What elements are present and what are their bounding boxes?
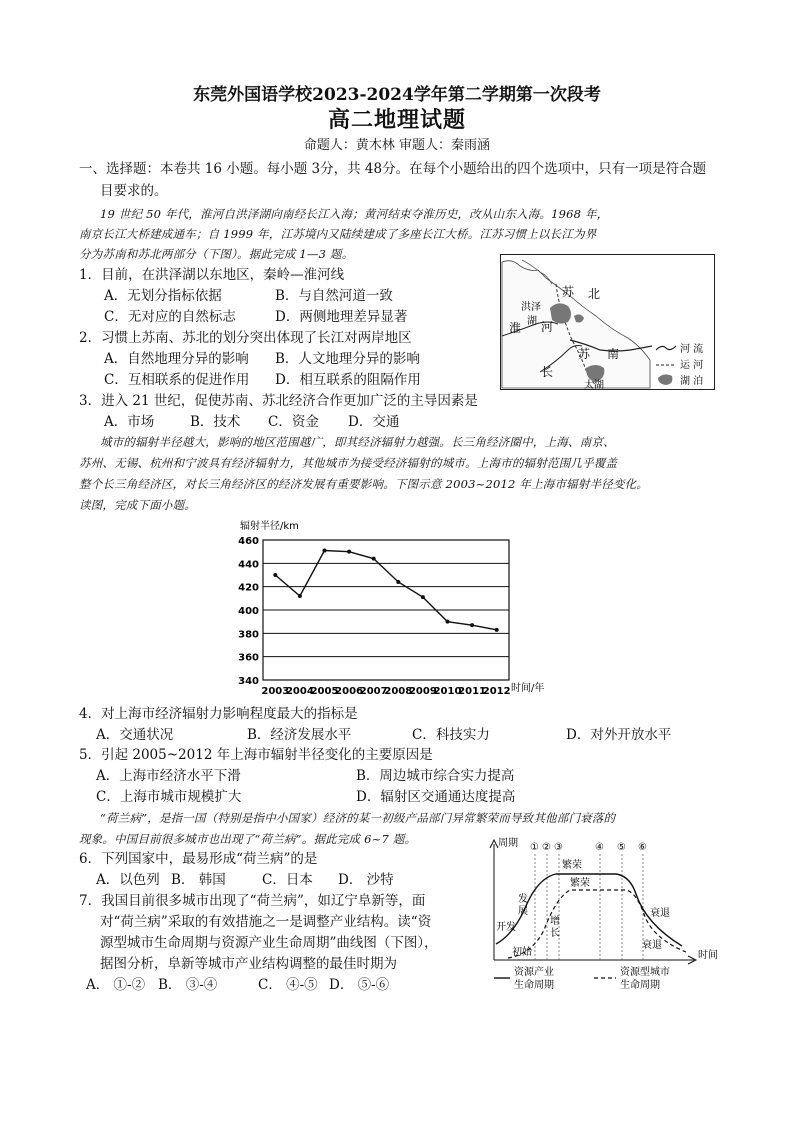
chart-series-line [275,551,496,630]
passage3-line1: “荷兰病”，是指一国（特别是指中小国家）经济的某一初级产品部门异常繁荣而导致其他部门衰落的 [100,811,616,825]
chart-y-tick-label: 400 [238,606,259,617]
chart-x-tick-label: 2011 [458,686,487,697]
legend-lake: 湖 泊 [680,376,704,387]
passage2-line4: 读图，完成下面小题。 [79,498,196,512]
passage2-line2: 苏州、无锡、杭州和宁波具有经济辐射力，其他城市为接受经济辐射的城市。上海市的辐射范围几乎覆盖 [79,456,618,470]
chart-data-point [323,549,327,553]
chart-x-tick-label: 2006 [335,686,364,697]
passage3-line2: 现象。中国目前很多城市也出现了“荷兰病”。据此完成 6~7 题。 [79,832,417,846]
q3-stem: 3．进入 21 世纪，促使苏南、苏北经济合作更加广泛的主导因素是 [79,393,478,409]
chart-data-point [273,573,277,577]
chart-y-tick-label: 440 [238,559,259,571]
stage-kaifa: 开发 [496,922,516,933]
passage2-line1: 城市的辐射半径越大，影响的地区范围越广，即其经济辐射力越强。长三角经济圈中，上海、南京、 [100,435,615,449]
q7-option-b[interactable]: B． ③-④ [158,977,218,993]
stage-fanrong-industry: 繁荣 [562,860,582,871]
chart-data-point [446,620,450,624]
map-hongze-lake [550,303,571,323]
marker-6: ⑥ [638,842,647,853]
map-label-he: 河 [541,320,554,334]
q7-option-c[interactable]: C． ④-⑤ [258,977,318,993]
q7-stem-line1: 7．我国目前很多城市出现了“荷兰病”，如辽宁阜新等，面 [79,893,426,909]
q3-option-a[interactable]: A．市场 [104,414,155,430]
chart-y-tick-label: 380 [238,629,259,641]
passage1-line2: 南京长江大桥建成通车；自 1999 年，江苏境内又陆续建成了多座长江大桥。江苏习惯上以长江为界 [79,227,597,241]
q4-stem: 4．对上海市经济辐射力影响程度最大的指标是 [79,706,358,722]
q6-stem: 6．下列国家中，最易形成“荷兰病”的是 [79,851,318,867]
jiangsu-map [500,254,715,390]
map-label-huai: 淮 [509,321,522,335]
stage-chushi: 初始 [512,947,532,958]
marker-3: ③ [554,842,563,853]
q4-option-d[interactable]: D．对外开放水平 [566,727,672,743]
chart-data-point [396,580,400,584]
map-label-nan: 南 [607,347,620,361]
chart-data-point [298,594,302,598]
chart-data-point [495,628,499,632]
section-instruction-line1: 一、选择题：本卷共 16 小题。每小题 3分，共 48分。在每个小题给出的四个选项中，只有一项是符合题 [79,161,707,177]
stage-zengzhang-2: 长 [550,928,560,939]
marker-guides [535,854,643,960]
q7-option-d[interactable]: D． ⑤-⑥ [329,977,390,993]
q3-option-b[interactable]: B．技术 [190,414,241,430]
q6-option-a[interactable]: A．以色列 [96,872,160,888]
stage-zengzhang-1: 增 [550,916,560,927]
chart-x-tick-label: 2010 [433,686,462,697]
chart-x-axis-label: 时间/年 [511,683,545,694]
q5-option-d[interactable]: D．辐射区交通通达度提高 [356,789,516,805]
legend-solid-label-1: 资源产业 [514,967,554,978]
passage2-line3: 整个长三角经济区，对长三角经济区的经济发展有重要影响。下图示意 2003~2012 年上海市辐射半径变化。 [79,477,649,491]
q1-stem: 1．目前，在洪泽湖以东地区，秦岭—淮河线 [79,267,345,283]
chart-data-point [421,595,425,599]
map-label-su2: 苏 [578,347,591,361]
chart-data-point [372,557,376,561]
q2-stem: 2．习惯上苏南、苏北的划分突出体现了长江对两岸地区 [79,330,412,346]
q2-option-c[interactable]: C．互相联系的促进作用 [104,372,250,388]
q6-option-c[interactable]: C．日本 [262,872,313,888]
chart-x-tick-label: 2005 [310,686,339,697]
q6-option-b[interactable]: B． 韩国 [171,872,226,888]
exam-title: 高二地理试题 [327,107,466,133]
legend-river: 河 流 [680,344,704,355]
q7-stem-line2: 对“荷兰病”采取的有效措施之一是调整产业结构。读“资 [100,914,432,930]
q4-option-c[interactable]: C．科技实力 [412,727,490,743]
stage-fanrong-city: 繁荣 [570,878,590,889]
chart-x-tick-label: 2007 [359,686,388,697]
legend-dashed-label-1: 资源型城市 [620,967,670,978]
q1-option-c[interactable]: C．无对应的自然标志 [104,309,236,325]
chart-x-tick-label: 2003 [261,686,290,697]
chart-x-tick-label: 2009 [408,686,437,697]
chart-y-tick-label: 340 [238,676,259,687]
q2-option-b[interactable]: B．人文地理分异的影响 [275,351,420,367]
exam-authors: 命题人：黄木林 审题人：秦雨涵 [303,138,491,153]
marker-2: ② [542,842,551,853]
map-label-taihu: 太湖 [584,380,604,390]
map-label-su: 苏 [562,285,575,299]
map-label-hu: 湖 [527,316,537,327]
chart-x-tick-label: 2004 [285,686,314,697]
chart-y-tick-label: 360 [238,652,259,664]
stage-shuaitui-industry: 衰退 [650,908,670,919]
passage1-line3: 分为苏南和苏北两部分（下图）。据此完成 1—3 题。 [79,247,354,261]
lifecycle-y-label: 周期 [498,838,518,849]
q2-option-d[interactable]: D．相互联系的阻隔作用 [275,372,421,388]
chart-x-tick-label: 2012 [482,686,511,697]
stage-shuaitui-city: 衰退 [642,940,662,951]
chart-data-point [470,623,474,627]
stage-fazhan-2: 展 [518,906,528,917]
q3-option-c[interactable]: C．资金 [268,414,319,430]
q7-stem-line3: 源型城市生命周期与资源产业生命周期”曲线图（下图）， [100,935,438,951]
q7-option-a[interactable]: A． ①-② [86,977,146,993]
map-label-hongze: 洪泽 [521,302,541,313]
chart-data-point [347,550,351,554]
q2-option-a[interactable]: A．自然地理分异的影响 [104,351,249,367]
q5-option-b[interactable]: B．周边城市综合实力提高 [356,768,515,784]
marker-4: ④ [595,842,604,853]
lifecycle-x-label: 时间 [698,950,718,961]
q7-stem-line4: 据图分析，阜新等城市产业结构调整的最佳时期为 [100,956,397,972]
radius-line-chart [230,516,570,700]
marker-1: ① [530,842,539,853]
legend-dashed-label-2: 生命周期 [620,980,660,991]
stage-fazhan-1: 发 [518,894,528,905]
chart-y-tick-label: 460 [238,536,259,547]
school-title: 东莞外国语学校2023-2024学年第二学期第一次段考 [193,85,601,105]
chart-y-axis-label: 辐射半径/km [240,521,299,532]
legend-solid-label-2: 生命周期 [514,980,554,991]
chart-x-tick-label: 2008 [384,686,413,697]
map-label-chang: 长 [541,365,554,379]
marker-5: ⑤ [617,842,626,853]
section-instruction-line2: 目要求的。 [100,183,168,199]
passage1-line1: 19 世纪 50 年代，淮河自洪泽湖向南经长江入海；黄河结束夺淮历史，改从山东入海。1968 年， [100,207,609,221]
q5-option-c[interactable]: C．上海市城市规模扩大 [96,789,242,805]
q5-stem: 5．引起 2005~2012 年上海市辐射半径变化的主要原因是 [79,747,433,763]
q6-option-d[interactable]: D． 沙特 [338,872,394,888]
q5-option-a[interactable]: A．上海市经济水平下滑 [96,768,241,784]
q1-option-a[interactable]: A．无划分指标依据 [104,288,222,304]
q1-option-d[interactable]: D．两侧地理差异显著 [275,309,408,325]
legend-canal: 运 河 [680,360,704,371]
chart-y-tick-label: 420 [238,582,259,594]
q1-option-b[interactable]: B．与自然河道一致 [275,288,393,304]
q4-option-a[interactable]: A．交通状况 [96,727,174,743]
map-label-bei: 北 [588,287,601,301]
q4-option-b[interactable]: B．经济发展水平 [247,727,352,743]
lifecycle-chart [486,834,726,994]
q3-option-d[interactable]: D．交通 [348,414,400,430]
